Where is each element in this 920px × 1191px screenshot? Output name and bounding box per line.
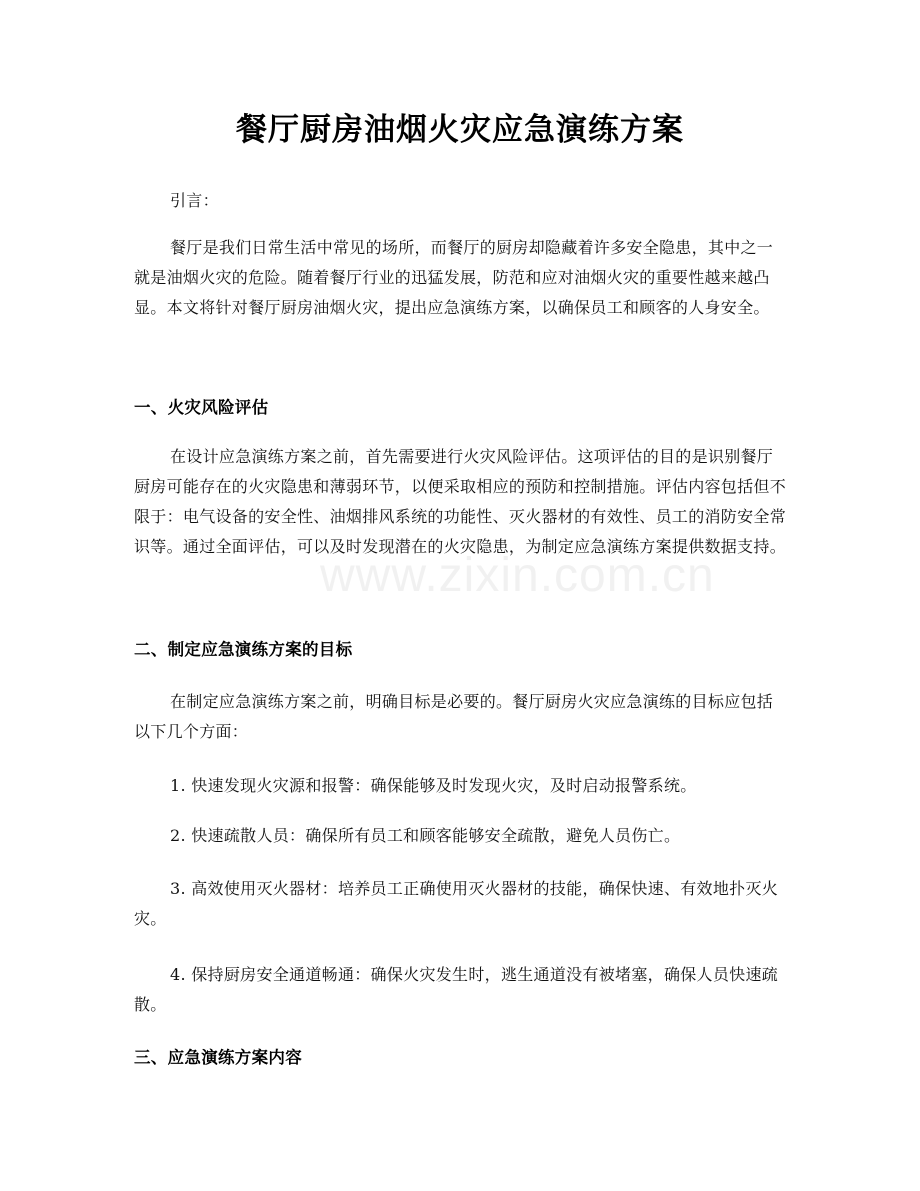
section-2-heading: 二、制定应急演练方案的目标 [134, 640, 353, 659]
section-2-paragraph: 在制定应急演练方案之前，明确目标是必要的。餐厅厨房火灾应急演练的目标应包括以下几个方面： [134, 692, 774, 741]
page-title: 餐厅厨房油烟火灾应急演练方案 [236, 112, 684, 148]
list-item-3: 3. 高效使用灭火器材：培养员工正确使用灭火器材的技能，确保快速、有效地扑灭火灾。 [134, 879, 779, 928]
intro-label: 引言： [170, 191, 219, 210]
intro-paragraph: 餐厅是我们日常生活中常见的场所，而餐厅的厨房却隐藏着许多安全隐患，其中之一就是油烟火灾的危险。随着餐厅行业的迅猛发展，防范和应对油烟火灾的重要性越来越凸显。本文将针对餐厅厨房油烟火灾，提出应急演练方案，以确保员工和顾客的人身安全。 [134, 238, 774, 317]
list-item-2: 2. 快速疏散人员：确保所有员工和顾客能够安全疏散，避免人员伤亡。 [170, 826, 681, 845]
list-item-1: 1. 快速发现火灾源和报警：确保能够及时发现火灾，及时启动报警系统。 [170, 776, 697, 795]
section-1-paragraph: 在设计应急演练方案之前，首先需要进行火灾风险评估。这项评估的目的是识别餐厅厨房可能存在的火灾隐患和薄弱环节，以便采取相应的预防和控制措施。评估内容包括但不限于：电气设备的安全性、油烟排风系统的功能性、灭火器材的有效性、员工的消防安全常识等。通过全面评估，可以及时发现潜在的火灾隐患，为制定应急演练方案提供数据支持。 [134, 447, 787, 556]
section-1-heading: 一、火灾风险评估 [134, 398, 269, 417]
section-3-heading: 三、应急演练方案内容 [134, 1048, 302, 1067]
watermark-text: www.zixin.com.cn [320, 549, 715, 602]
list-item-4: 4. 保持厨房安全通道畅通：确保火灾发生时，逃生通道没有被堵塞，确保人员快速疏散。 [134, 965, 779, 1014]
